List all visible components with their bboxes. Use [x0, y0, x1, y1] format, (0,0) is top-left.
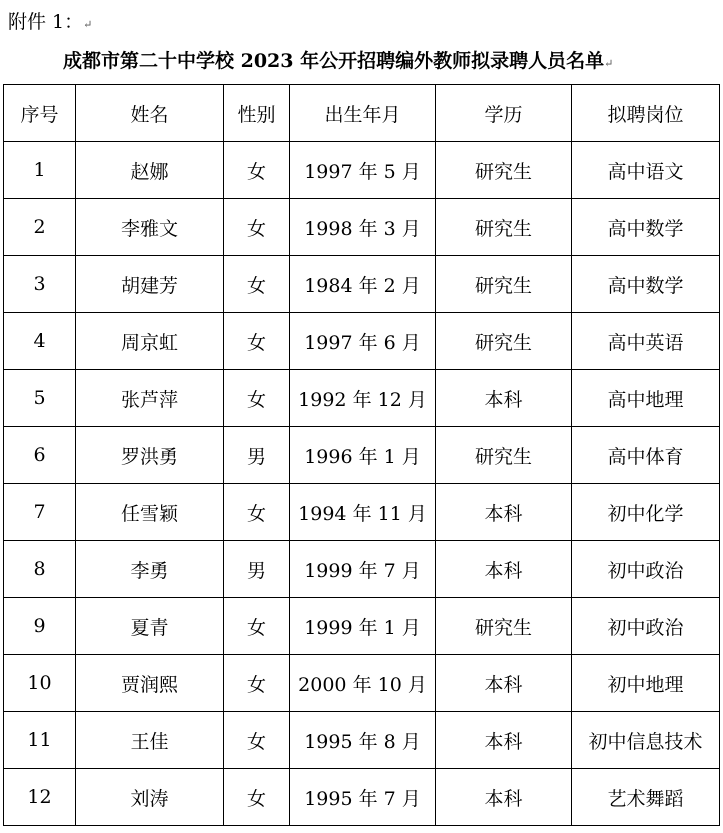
- table-row: [4, 142, 720, 199]
- cell-birth: 1997 年 6 月: [290, 313, 436, 370]
- cell-birth: 1995 年 7 月: [290, 769, 436, 826]
- attachment-label-text: 附件 1：: [8, 11, 84, 33]
- column-header-index: 序号: [4, 85, 76, 142]
- cell-index: 2: [4, 199, 76, 256]
- cell-index: 7: [4, 484, 76, 541]
- cell-index: 5: [4, 370, 76, 427]
- table-row: [4, 427, 720, 484]
- table-row: [4, 256, 720, 313]
- cell-position: 初中政治: [572, 541, 720, 598]
- table-row: [4, 370, 720, 427]
- cell-index: 6: [4, 427, 76, 484]
- cell-education: 研究生: [436, 598, 572, 655]
- column-header-gender: 性别: [224, 85, 290, 142]
- column-header-position: 拟聘岗位: [572, 85, 720, 142]
- cell-index: 10: [4, 655, 76, 712]
- table-row: [4, 655, 720, 712]
- cell-position: 高中地理: [572, 370, 720, 427]
- table-row: [4, 541, 720, 598]
- column-header-birth: 出生年月: [290, 85, 436, 142]
- cell-gender: 女: [224, 484, 290, 541]
- table-row: [4, 484, 720, 541]
- cell-name: 罗洪勇: [76, 427, 224, 484]
- table-row: [4, 598, 720, 655]
- cell-education: 研究生: [436, 199, 572, 256]
- roster-table: [3, 84, 720, 826]
- cell-gender: 女: [224, 199, 290, 256]
- cell-index: 4: [4, 313, 76, 370]
- cell-position: 高中体育: [572, 427, 720, 484]
- cell-education: 本科: [436, 541, 572, 598]
- cell-education: 本科: [436, 655, 572, 712]
- table-body: [4, 142, 720, 826]
- table-row: [4, 313, 720, 370]
- cell-education: 本科: [436, 370, 572, 427]
- cell-name: 张芦萍: [76, 370, 224, 427]
- cell-name: 刘涛: [76, 769, 224, 826]
- cell-index: 3: [4, 256, 76, 313]
- cell-education: 本科: [436, 484, 572, 541]
- document-title-text: 成都市第二十中学校 2023 年公开招聘编外教师拟录聘人员名单: [63, 50, 605, 72]
- cell-gender: 女: [224, 256, 290, 313]
- cell-birth: 1996 年 1 月: [290, 427, 436, 484]
- cell-education: 研究生: [436, 142, 572, 199]
- cell-birth: 1994 年 11 月: [290, 484, 436, 541]
- cell-position: 高中数学: [572, 256, 720, 313]
- cell-birth: 1995 年 8 月: [290, 712, 436, 769]
- cell-birth: 1992 年 12 月: [290, 370, 436, 427]
- table-row: [4, 712, 720, 769]
- cell-name: 赵娜: [76, 142, 224, 199]
- cell-name: 贾润熙: [76, 655, 224, 712]
- cell-birth: 1999 年 7 月: [290, 541, 436, 598]
- cell-education: 本科: [436, 712, 572, 769]
- cell-position: 高中数学: [572, 199, 720, 256]
- cell-index: 9: [4, 598, 76, 655]
- cell-gender: 女: [224, 370, 290, 427]
- cell-name: 周京虹: [76, 313, 224, 370]
- cell-education: 本科: [436, 769, 572, 826]
- cell-position: 艺术舞蹈: [572, 769, 720, 826]
- column-header-education: 学历: [436, 85, 572, 142]
- cell-position: 初中地理: [572, 655, 720, 712]
- document-title: [63, 47, 613, 78]
- cell-name: 夏青: [76, 598, 224, 655]
- cell-position: 初中化学: [572, 484, 720, 541]
- table-row: [4, 769, 720, 826]
- cell-gender: 女: [224, 712, 290, 769]
- cell-name: 李勇: [76, 541, 224, 598]
- cell-education: 研究生: [436, 313, 572, 370]
- cell-index: 1: [4, 142, 76, 199]
- attachment-label: [8, 8, 92, 39]
- cell-gender: 女: [224, 313, 290, 370]
- cell-birth: 2000 年 10 月: [290, 655, 436, 712]
- cell-gender: 男: [224, 541, 290, 598]
- cell-gender: 女: [224, 769, 290, 826]
- column-header-name: 姓名: [76, 85, 224, 142]
- cell-name: 任雪颖: [76, 484, 224, 541]
- cell-position: 高中语文: [572, 142, 720, 199]
- cell-position: 初中信息技术: [572, 712, 720, 769]
- cell-birth: 1999 年 1 月: [290, 598, 436, 655]
- cell-name: 李雅文: [76, 199, 224, 256]
- paragraph-mark-icon: ↵: [83, 18, 93, 31]
- cell-name: 胡建芳: [76, 256, 224, 313]
- cell-education: 研究生: [436, 256, 572, 313]
- table-header-row: [4, 85, 720, 142]
- cell-index: 8: [4, 541, 76, 598]
- cell-name: 王佳: [76, 712, 224, 769]
- cell-gender: 女: [224, 598, 290, 655]
- cell-gender: 男: [224, 427, 290, 484]
- cell-birth: 1984 年 2 月: [290, 256, 436, 313]
- cell-birth: 1997 年 5 月: [290, 142, 436, 199]
- cell-position: 初中政治: [572, 598, 720, 655]
- cell-index: 12: [4, 769, 76, 826]
- cell-gender: 女: [224, 142, 290, 199]
- table-row: [4, 199, 720, 256]
- cell-gender: 女: [224, 655, 290, 712]
- cell-education: 研究生: [436, 427, 572, 484]
- cell-index: 11: [4, 712, 76, 769]
- cell-birth: 1998 年 3 月: [290, 199, 436, 256]
- paragraph-mark-icon: ↵: [604, 57, 614, 70]
- cell-position: 高中英语: [572, 313, 720, 370]
